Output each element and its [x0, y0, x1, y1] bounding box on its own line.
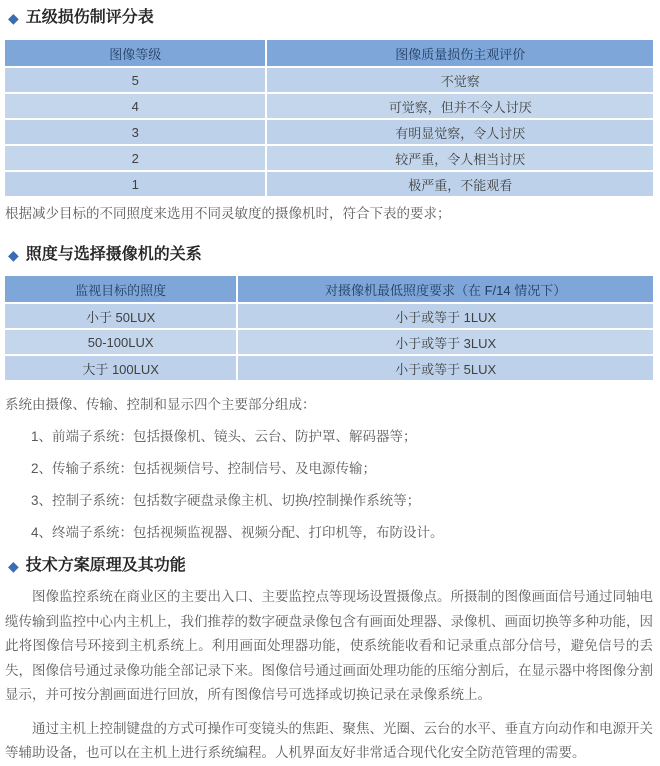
cell-grade: 2 [5, 146, 267, 172]
cell-evaluation: 可觉察，但并不令人讨厌 [267, 94, 653, 120]
cell-target-lux: 大于 100LUX [5, 356, 238, 380]
system-intro-text: 系统由摄像、传输、控制和显示四个主要部分组成： [5, 397, 316, 412]
diamond-bullet-icon: ◆ [8, 558, 19, 574]
body-paragraph-keyboard-control: 通过主机上控制键盘的方式可操作可变镜头的焦距、聚焦、光圈、云台的水平、垂直方向动作和电源开关等辅助设备，也可以在主机上进行系统编程。人机界面友好非常适合现代化安全防范管理的需要。 [5, 720, 653, 760]
cell-grade: 1 [5, 172, 267, 196]
cell-target-lux: 50-100LUX [5, 330, 238, 356]
section-title-text: 技术方案原理及其功能 [25, 557, 186, 574]
table-row [5, 330, 653, 356]
table-row [5, 146, 653, 172]
cell-evaluation: 有明显觉察，令人讨厌 [267, 120, 653, 146]
cell-camera-lux: 小于或等于 1LUX [238, 304, 653, 330]
section-title-text: 五级损伤制评分表 [25, 9, 154, 26]
column-header: 图像等级 [5, 40, 267, 68]
cell-camera-lux: 小于或等于 5LUX [238, 356, 653, 380]
table-row [5, 94, 653, 120]
diamond-bullet-icon: ◆ [8, 247, 19, 263]
subsystem-item-terminal: 4、终端子系统：包括视频监视器、视频分配、打印机等，布防设计。 [31, 525, 444, 540]
note-text: 根据减少目标的不同照度来选用不同灵敏度的摄像机时，符合下表的要求； [5, 206, 451, 221]
cell-target-lux: 小于 50LUX [5, 304, 238, 330]
cell-camera-lux: 小于或等于 3LUX [238, 330, 653, 356]
cell-grade: 5 [5, 68, 267, 94]
subsystem-item-front-end: 1、前端子系统：包括摄像机、镜头、云台、防护罩、解码器等； [31, 429, 417, 444]
table-row [5, 304, 653, 330]
section-title-technical-principle [8, 556, 653, 576]
subsystem-item-control: 3、控制子系统：包括数字硬盘录像主机、切换/控制操作系统等； [31, 493, 421, 508]
column-header: 图像质量损伤主观评价 [267, 40, 653, 68]
damage-rating-table [5, 40, 653, 196]
section-title-damage-scale [8, 8, 653, 28]
section-title-text: 照度与选择摄像机的关系 [25, 246, 202, 263]
body-paragraph-system-principle: 图像监控系统在商业区的主要出入口、主要监控点等现场设置摄像点。所摄制的图像画面信号通过同轴电缆传输到监控中心内主机上，我们推荐的数字硬盘录像包含有画面处理器、录像机、画面切换等多种功能，因此将图像信号环接到主机系统上。利用画面处理器功能，使系统能收看和记录重点部分信号，避免信号的丢失，图像信号通过录像功能全部记录下来。图像信号通过画面处理功能的压缩分割后，在显示器中将图像分割显示，并可按分割画面进行回放，所有图像信号可选择或切换记录在录像系统上。 [5, 589, 653, 702]
illuminance-table [5, 276, 653, 380]
cell-evaluation: 极严重，不能观看 [267, 172, 653, 196]
cell-grade: 4 [5, 94, 267, 120]
cell-evaluation: 较严重，令人相当讨厌 [267, 146, 653, 172]
subsystem-item-transmission: 2、传输子系统：包括视频信号、控制信号、及电源传输； [31, 461, 377, 476]
column-header: 监视目标的照度 [5, 276, 238, 304]
column-header: 对摄像机最低照度要求（在 F/14 情况下） [238, 276, 653, 304]
cell-evaluation: 不觉察 [267, 68, 653, 94]
table-header-row [5, 276, 653, 304]
table-header-row [5, 40, 653, 68]
section-title-illuminance [8, 245, 653, 265]
table-row [5, 120, 653, 146]
table-row [5, 356, 653, 380]
diamond-bullet-icon: ◆ [8, 10, 19, 26]
table-row [5, 68, 653, 94]
table-row [5, 172, 653, 196]
cell-grade: 3 [5, 120, 267, 146]
